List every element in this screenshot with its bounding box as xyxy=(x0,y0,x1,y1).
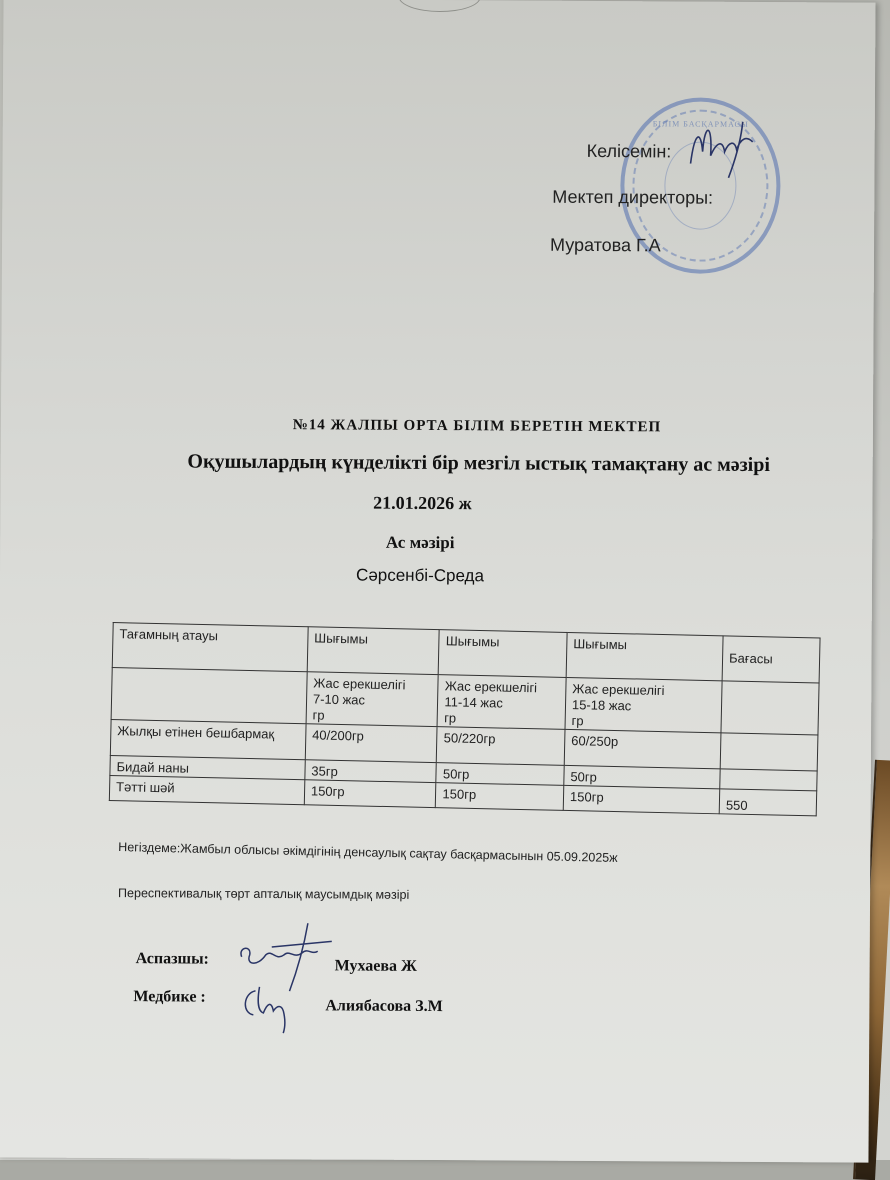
menu-date: 21.01.2026 ж xyxy=(373,492,472,514)
yield-cell: 50гр xyxy=(564,765,720,788)
school-name: №14 ЖАЛПЫ ОРТА БІЛІМ БЕРЕТІН МЕКТЕП xyxy=(292,417,662,436)
yield-cell: 50/220гр xyxy=(437,727,565,766)
menu-table xyxy=(109,622,821,816)
yield-cell: 150гр xyxy=(563,785,720,813)
age-label: Жас ерекшелігі xyxy=(313,675,406,693)
age-unit: гр xyxy=(312,707,325,723)
sleeve-hole xyxy=(398,0,480,12)
age-label: Жас ерекшелігі xyxy=(444,678,538,696)
cook-name: Мухаева Ж xyxy=(334,957,417,975)
yield-cell: 40/200гр xyxy=(305,724,437,763)
yield-cell: 150гр xyxy=(304,780,436,808)
menu-heading: Ас мәзірі xyxy=(385,532,455,553)
dish-name: Бидай наны xyxy=(110,756,305,780)
age-label: Жас ерекшелігі xyxy=(572,681,665,699)
age-range: 15-18 жас xyxy=(571,697,632,714)
basis-line: Переспективалық төрт апталық маусымдық мәзірі xyxy=(118,886,410,902)
nurse-label: Медбике : xyxy=(133,988,206,1006)
age-group-cell xyxy=(306,672,439,727)
approval-name: Муратова Г.А xyxy=(549,234,661,256)
menu-day: Сәрсенбі-Среда xyxy=(356,565,485,586)
cook-signature-icon xyxy=(231,917,341,998)
approval-agreed-label: Келісемін: xyxy=(586,140,672,162)
menu-subtitle: Оқушылардың күнделікті бір мезгіл ыстық тамақтану ас мәзірі xyxy=(187,450,771,477)
nurse-name: Алиябасова З.М xyxy=(325,997,443,1016)
header-dish-name: Тағамның атауы xyxy=(112,623,308,672)
age-range: 7-10 жас xyxy=(312,691,366,708)
yield-cell: 60/250р xyxy=(564,729,721,768)
age-range: 11-14 жас xyxy=(444,694,503,711)
price-cell xyxy=(720,733,818,771)
age-unit: гр xyxy=(571,713,584,729)
empty-cell xyxy=(721,681,819,735)
dish-name: Жылқы етінен бешбармақ xyxy=(110,720,306,760)
yield-cell: 150гр xyxy=(436,783,564,811)
header-yield: Шығымы xyxy=(307,627,440,675)
price-cell xyxy=(720,769,817,791)
price-cell: 550 xyxy=(719,789,816,816)
yield-cell: 35гр xyxy=(305,760,437,783)
dish-name: Тәтті шәй xyxy=(109,776,304,805)
nurse-signature-icon xyxy=(237,979,297,1039)
empty-cell xyxy=(111,668,307,724)
age-unit: гр xyxy=(444,710,457,726)
cook-label: Аспазшы: xyxy=(135,950,209,968)
age-group-cell xyxy=(437,675,566,730)
approval-position: Мектеп директоры: xyxy=(552,186,714,208)
header-yield: Шығымы xyxy=(566,632,723,680)
yield-cell: 50гр xyxy=(436,763,564,786)
age-group-cell xyxy=(565,677,722,732)
header-price: Бағасы xyxy=(722,636,820,683)
basis-line: Негіздеме:Жамбыл облысы әкімдігінің денсаулық сақтау басқармасынын 05.09.2025ж xyxy=(118,840,618,865)
stamp-text: БІЛІМ БАСҚАРМАСЫ xyxy=(652,119,749,129)
header-yield: Шығымы xyxy=(439,630,567,678)
